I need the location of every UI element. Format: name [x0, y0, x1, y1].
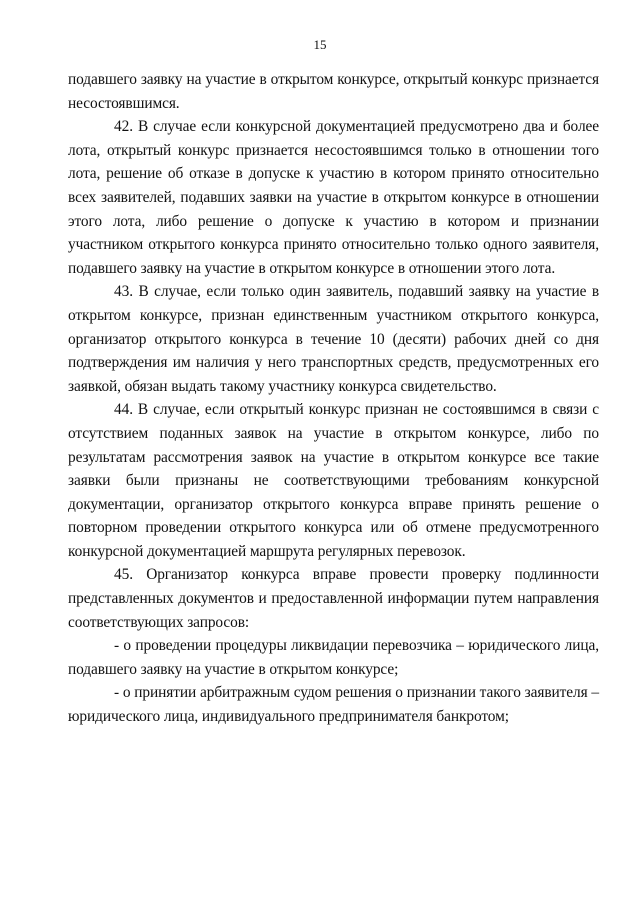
paragraph-45: 45. Организатор конкурса вправе провести проверку подлинности представленных документов и предоставленной информации путем направления соответствующих запросов: [68, 566, 599, 631]
paragraph-43: 43. В случае, если только один заявитель, подавший заявку на участие в открытом конкурсе, признан единственным участником открытого конкурса, организатор открытого конкурса в течение 10 (десяти) рабочих дней со дня подтверждения им наличия у него транспортных средств, предусмотренных его заявкой, обязан выдать такому участнику конкурса свидетельство. [68, 283, 599, 395]
document-body [68, 68, 599, 729]
paragraph-continuation: подавшего заявку на участие в открытом конкурсе, открытый конкурс признается несостоявшимся. [68, 71, 599, 112]
list-item-liquidation: - о проведении процедуры ликвидации перевозчика – юридического лица, подавшего заявку на участие в открытом конкурсе; [68, 637, 599, 678]
paragraph-42: 42. В случае если конкурсной документацией предусмотрено два и более лота, открытый конкурс признается несостоявшимся только в отношении того лота, решение об отказе в допуске к участию в котором принято относительно всех заявителей, подавших заявки на участие в открытом конкурсе в отношении этого лота, либо решение о допуске к участию в котором и признании участником открытого конкурса принято относительно только одного заявителя, подавшего заявку на участие в открытом конкурсе в отношении этого лота. [68, 118, 599, 277]
paragraph-44: 44. В случае, если открытый конкурс признан не состоявшимся в связи с отсутствием поданных заявок на участие в открытом конкурсе, либо по результатам рассмотрения заявок на участие в открытом конкурсе все такие заявки были признаны не соответствующими требованиям конкурсной документации, организатор открытого конкурса вправе принять решение о повторном проведении открытого конкурса или об отмене предусмотренного конкурсной документацией маршрута регулярных перевозок. [68, 401, 599, 560]
list-item-bankruptcy: - о принятии арбитражным судом решения о признании такого заявителя – юридического лица, индивидуального предпринимателя банкротом; [68, 684, 599, 726]
page-number: 15 [313, 37, 327, 52]
